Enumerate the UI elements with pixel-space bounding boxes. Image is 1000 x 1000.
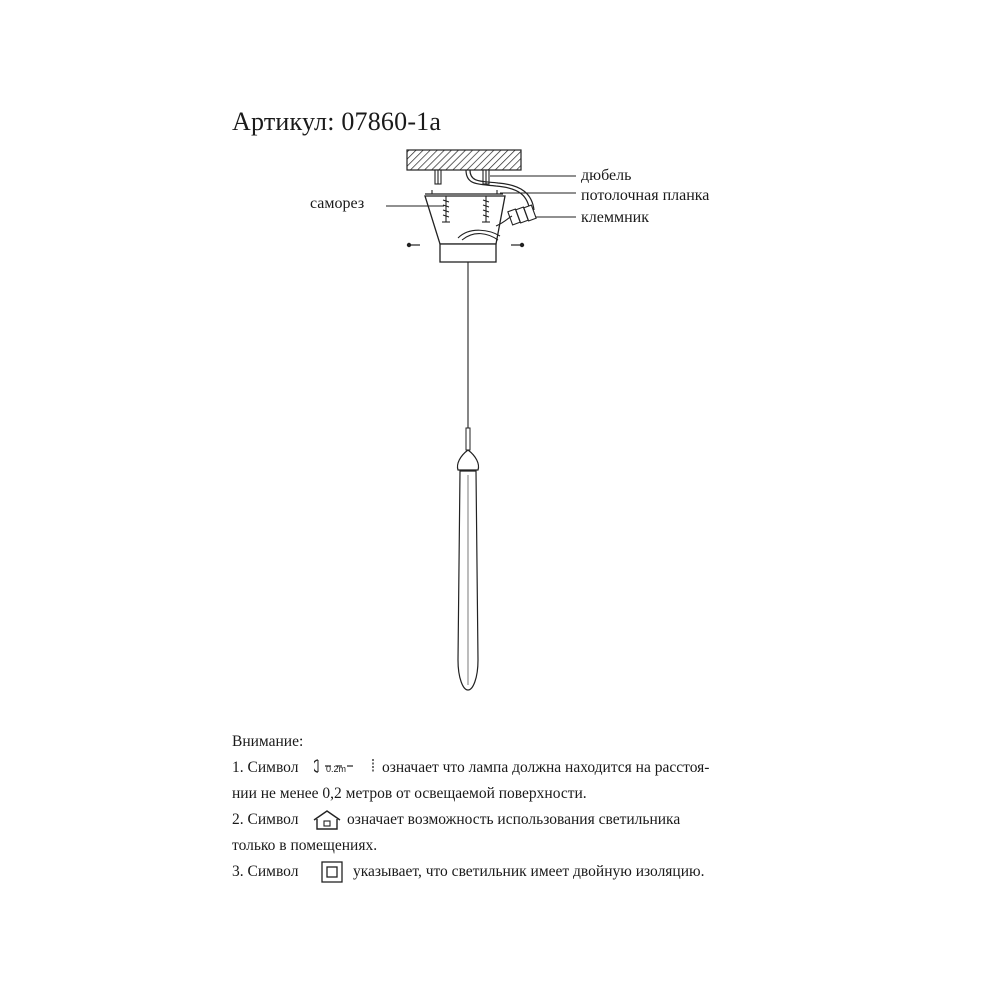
distance-symbol-text: 0.2m xyxy=(326,764,347,774)
terminal-block xyxy=(508,205,536,225)
side-screw-right xyxy=(511,243,524,246)
canopy-base xyxy=(440,244,496,262)
note-item-1 xyxy=(232,755,710,781)
pendant-cap xyxy=(457,450,478,470)
ceiling-hatch xyxy=(407,150,521,170)
screw-right xyxy=(482,196,490,222)
side-screw-left xyxy=(407,243,420,246)
double-insulation-icon xyxy=(321,861,343,883)
note-2-text-a: означает возможность использования светильника xyxy=(347,811,681,828)
label-dubel: дюбель xyxy=(581,167,632,184)
note-1-text-a: означает что лампа должна находится на расстоя- xyxy=(382,759,710,776)
article-title: Артикул: 07860-1а xyxy=(232,107,442,136)
note-1-prefix: 1. Символ xyxy=(232,759,299,776)
note-item-3 xyxy=(232,859,705,885)
note-3-text: указывает, что светильник имеет двойную изоляцию. xyxy=(353,863,705,880)
note-1-text-b: нии не менее 0,2 метров от освещаемой поверхности. xyxy=(232,785,587,802)
dowel-left xyxy=(435,170,441,184)
label-potolochnaya-planka: потолочная планка xyxy=(581,187,710,204)
label-samorez: саморез xyxy=(310,195,365,212)
notes-heading: Внимание: xyxy=(232,733,304,750)
notes-section xyxy=(232,729,710,885)
screw-left xyxy=(442,196,450,222)
note-3-prefix: 3. Символ xyxy=(232,863,299,880)
note-2-prefix: 2. Символ xyxy=(232,811,299,828)
label-klemmnik: клеммник xyxy=(581,209,650,226)
note-item-2 xyxy=(232,807,681,833)
note-2-text-b: только в помещениях. xyxy=(232,837,378,854)
indoor-house-icon xyxy=(312,809,342,831)
